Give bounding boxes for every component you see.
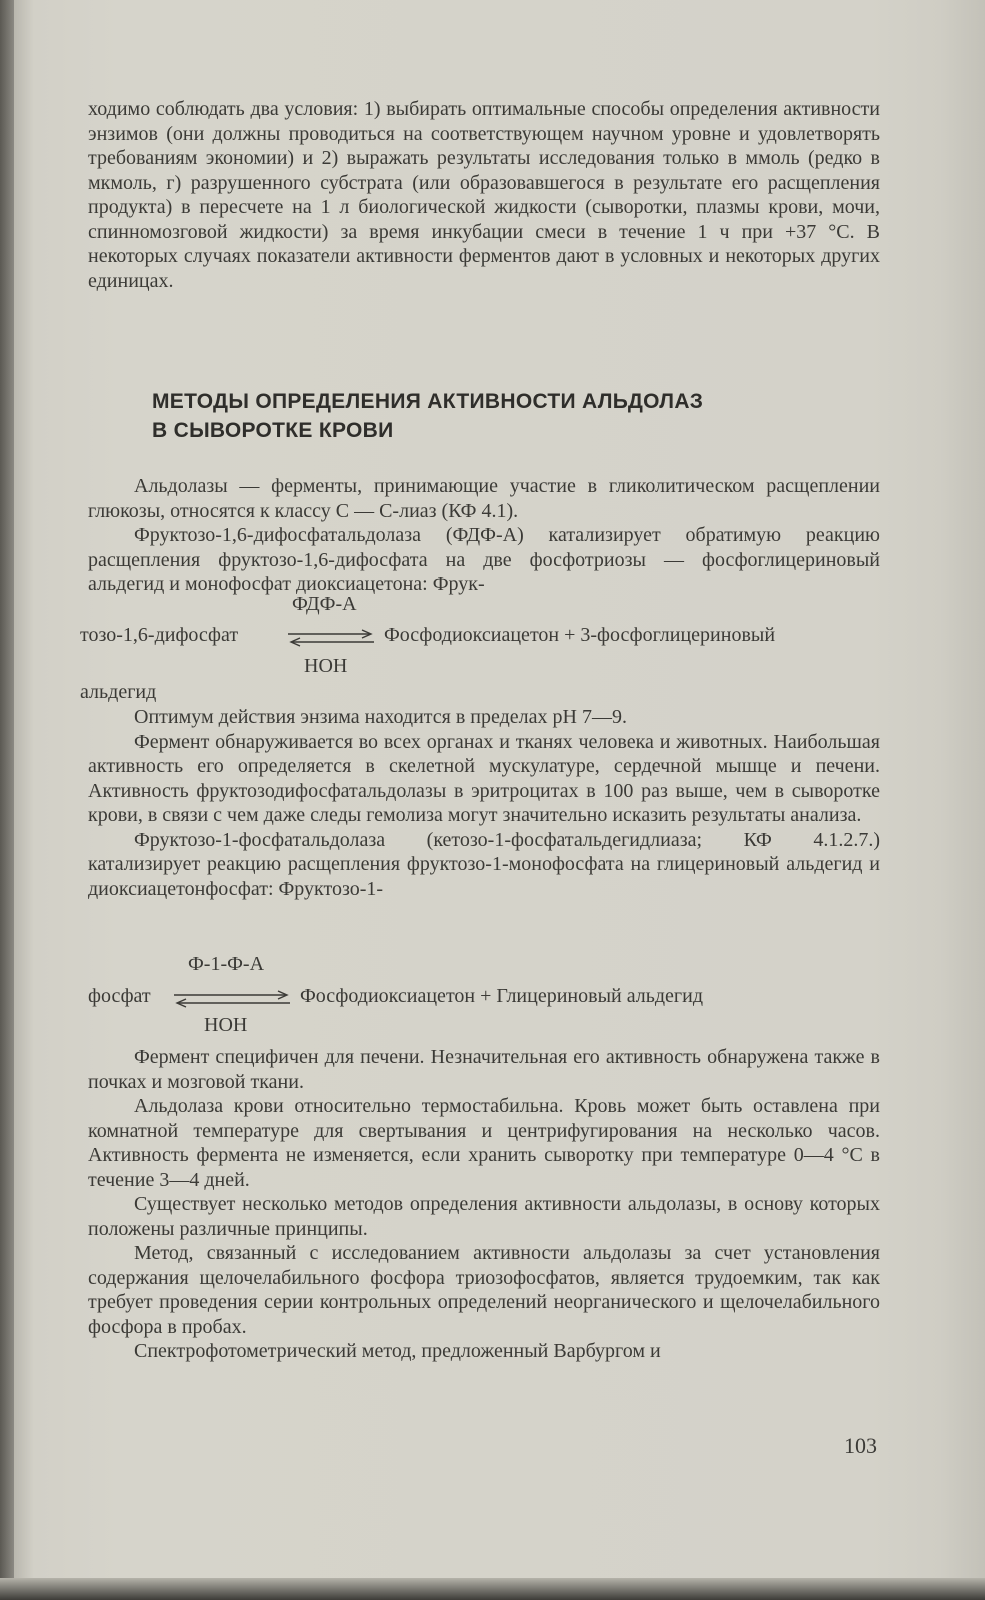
text-block-3 — [88, 1045, 880, 1364]
eq2-products: Фосфодиоксиацетон + Глицериновый альдегид — [300, 985, 703, 1007]
eq2-enzyme-label: Ф-1-Ф-А — [188, 953, 265, 975]
paragraph-optimum: Оптимум действия энзима находится в пределах pH 7—9. — [134, 706, 627, 728]
eq1-water-label: НОН — [304, 655, 348, 677]
intro-paragraph — [88, 97, 880, 293]
heading-line-1: МЕТОДЫ ОПРЕДЕЛЕНИЯ АКТИВНОСТИ АЛЬДОЛАЗ — [152, 390, 704, 413]
eq1-products: Фосфодиоксиацетон + 3-фосфоглицериновый — [384, 624, 776, 646]
paragraph-aldolases: Альдолазы — ферменты, принимающие участие в гликолитическом расщеплении глюкозы, относятся к классу С — С-лиаз (КФ 4.1). — [88, 475, 880, 522]
paragraph-spectrophotometric: Спектрофотометрический метод, предложенный Варбургом и — [134, 1340, 661, 1362]
paragraph-liver-specific: Фермент специфичен для печени. Незначительная его активность обнаружена также в почках и мозговой ткани. — [88, 1046, 880, 1093]
paragraph-phosphorus-method: Метод, связанный с исследованием активности альдолазы за счет установления содержания щелочелабильного фосфора триозофосфатов, является трудоемким, так как требует проведения серии контрольных определений неорганического и щелочелабильного фосфора в пробах. — [88, 1242, 880, 1338]
eq1-substrate: тозо-1,6-дифосфат — [80, 624, 239, 646]
page-gutter-shadow — [0, 0, 14, 1600]
text-block-1 — [88, 474, 880, 597]
eq2-water-label: НОН — [204, 1014, 248, 1036]
page-number: 103 — [844, 1433, 877, 1458]
paragraph-fdf-a: Фруктозо-1,6-дифосфатальдолаза (ФДФ-А) катализирует обратимую реакцию расщепления фруктозо-1,6-дифосфата на две фосфотриозы — фосфоглицериновый альдегид и монофосфат диоксиацетона: Фрук- — [88, 524, 880, 595]
eq1-enzyme-label: ФДФ-А — [292, 593, 357, 615]
paragraph-distribution: Фермент обнаруживается во всех органах и тканях человека и животных. Наибольшая активность его определяется в скелетной мускулатуре, сердечной мышце и печени. Активность фруктозодифосфатальдолазы в эритроцитах в 100 раз выше, чем в сыворотке крови, в связи с чем даже следы гемолиза могут значительно исказить результаты анализа. — [88, 730, 880, 826]
heading-line-2: В СЫВОРОТКЕ КРОВИ — [152, 419, 394, 442]
paragraph-thermostability: Альдолаза крови относительно термостабильна. Кровь может быть оставлена при комнатной температуре для свертывания и центрифугирования на несколько часов. Активность фермента не изменяется, если хранить сыворотку при температуре 0—4 °С в течение 3—4 дней. — [88, 1095, 880, 1191]
paragraph-f1p-aldolase: Фруктозо-1-фосфатальдолаза (кетозо-1-фосфатальдегидлиаза; КФ 4.1.2.7.) катализирует реакцию расщепления фруктозо-1-монофосфата на глицериновый альдегид и диоксиацетонфосфат: Фруктозо-1- — [88, 828, 880, 900]
intro-text: ходимо соблюдать два условия: 1) выбирать оптимальные способы определения активности энзимов (они должны проводиться на соответствующем научном уровне и удовлетворять требованиям экономии) и 2) выражать результаты исследования только в ммоль (редко в мкмоль, г) разрушенного субстрата (или образовавшегося в результате его расщепления продукта) в пересчете на 1 л биологической жидкости (сыворотки, плазмы крови, мочи, спинномозговой жидкости) за время инкубации смеси в течение 1 ч при +37 °С. В некоторых случаях показатели активности ферментов дают в условных и некоторых других единицах. — [88, 98, 880, 292]
paragraph-methods: Существует несколько методов определения активности альдолазы, в основу которых положены различные принципы. — [88, 1193, 880, 1240]
eq2-reversible-arrow-icon — [172, 987, 292, 1009]
text-block-2 — [88, 705, 880, 901]
section-heading — [152, 387, 703, 445]
eq2-substrate: фосфат — [88, 985, 151, 1007]
eq1-reversible-arrow-icon — [286, 626, 376, 648]
page-bottom-shadow — [0, 1578, 985, 1600]
eq1-continuation: альдегид — [80, 681, 157, 703]
